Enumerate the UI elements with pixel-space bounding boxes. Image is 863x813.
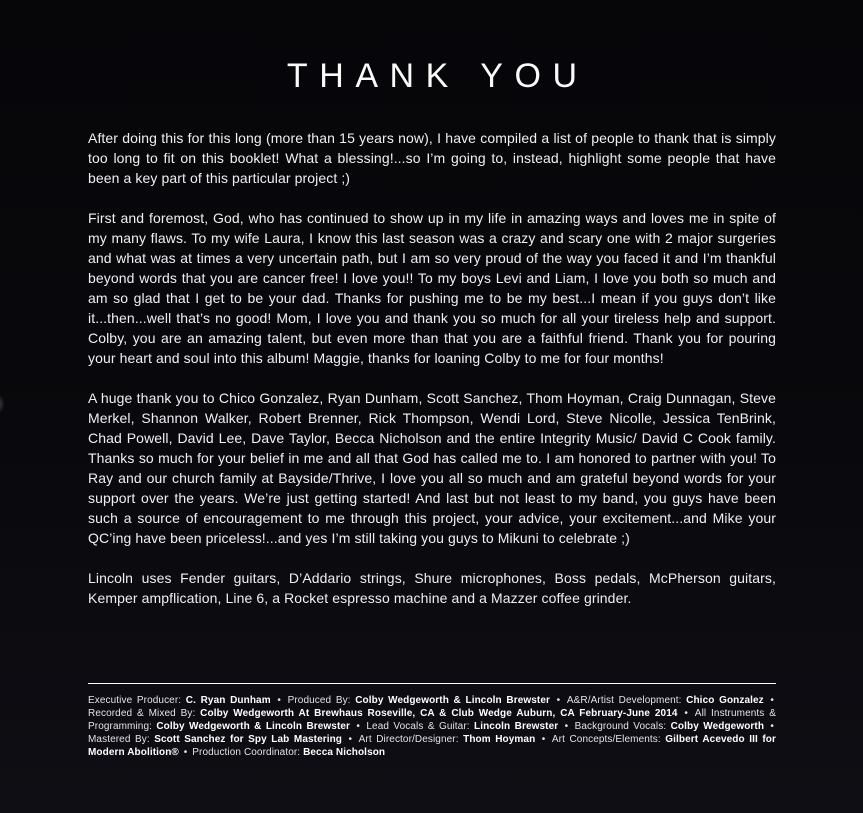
page-edge-artifact (0, 394, 5, 414)
credit-separator: • (766, 720, 775, 732)
credit-label: Art Concepts/Elements: (551, 733, 666, 745)
credit-value: Colby Wedgeworth (670, 720, 765, 732)
thank-you-text (88, 128, 776, 628)
equipment-paragraph: Lincoln uses Fender guitars, D’Addario strings, Shure microphones, Boss pedals, McPherson guitars, Kemper ampflication, Line 6, a Rocket espresso machine and a Mazzer coffee grinder. (88, 570, 776, 606)
divider-line (88, 683, 776, 684)
credit-separator: • (552, 695, 565, 706)
credit-value: Becca Nicholson (303, 746, 386, 758)
credit-value: Chico Gonzalez (686, 695, 764, 706)
credit-label: Background Vocals: (574, 720, 671, 732)
credit-value: Lincoln Brewster (474, 720, 559, 732)
credit-label: Production Coordinator: (192, 746, 304, 758)
page-title: THANK YOU (286, 57, 589, 95)
credit-separator: • (344, 733, 357, 745)
credit-label: All Instruments & Programming: (88, 707, 776, 732)
credit-label: Mastered By: (88, 733, 155, 745)
credit-value: Colby Wedgeworth At Brewhaus Roseville, CA & Club Wedge Auburn, CA February-June 2014 (200, 707, 678, 719)
credit-separator: • (272, 695, 286, 706)
credit-value: C. Ryan Dunham (185, 695, 271, 706)
credit-separator: • (765, 695, 774, 706)
credit-separator: • (537, 733, 550, 745)
thank-you-paragraph-3: A huge thank you to Chico Gonzalez, Ryan Dunham, Scott Sanchez, Thom Hoyman, Craig Dunnagan, Steve Merkel, Shannon Walker, Robert Brenner, Rick Thompson, Wendi Lord, Steve Nicolle, Jessica TenBrink, Chad Powell, David Lee, Dave Taylor, Becca Nicholson and the entire Integrity Music/ David C Cook family. Thanks so much for your belief in me and all that God has called me to. I am honored to partner with you! To Ray and our church family at Bayside/Thrive, I love you all so much and am grateful beyond words for your support over the years. We’re just getting started! And last but not least to my band, you guys have been such a source of encouragement to me through this project, your advice, your excitement...and Mike your QC’ing have been priceless!...and yes I’m still taking you guys to Mikuni to celebrate ;) (88, 390, 776, 546)
thank-you-paragraph-1: After doing this for this long (more than 15 years now), I have compiled a list of people to thank that is simply too long to fit on this booklet! What a blessing!...so I’m going to, instead, highlight some people that have been a key part of this particular project ;) (88, 130, 776, 186)
credit-separator: • (352, 720, 365, 732)
credits-block (88, 695, 776, 760)
credit-value: Scott Sanchez for Spy Lab Mastering (154, 733, 343, 745)
credit-value: Thom Hoyman (463, 733, 536, 745)
credit-value: Gilbert Acevedo III for Modern Abolition® (88, 733, 776, 758)
credit-value: Colby Wedgeworth & Lincoln Brewster (355, 695, 550, 706)
credit-label: Executive Producer: (88, 695, 186, 706)
credit-value: Colby Wedgeworth & Lincoln Brewster (156, 720, 351, 732)
thank-you-paragraph-2: First and foremost, God, who has continued to show up in my life in amazing ways and loves me in spite of my many flaws. To my wife Laura, I know this last season was a crazy and scary one with 2 major surgeries and what was at times a very uncertain path, but I am so very proud of the way you faced it and I’m thankful beyond words that you are cancer free! I love you!! To my boys Levi and Liam, I love you both so much and am so glad that I get to be your dad. Thanks for pushing me to be my best...I mean if you guys don’t like it...then...well that’s no good! Mom, I love you and thank you so much for all your tireless help and support. Colby, you are an amazing talent, but even more than that you are a faithful friend. Thank you for pouring your heart and soul into this album! Maggie, thanks for loaning Colby to me for four months! (88, 210, 776, 366)
credit-separator: • (679, 707, 693, 719)
credit-label: Lead Vocals & Guitar: (366, 720, 475, 732)
credit-separator: • (180, 746, 191, 758)
credit-label: Recorded & Mixed By: (88, 707, 201, 719)
credit-label: Produced By: (287, 695, 356, 706)
credit-separator: • (560, 720, 573, 732)
credit-label: A&R/Artist Development: (566, 695, 687, 706)
credit-label: Art Director/Designer: (358, 733, 464, 745)
